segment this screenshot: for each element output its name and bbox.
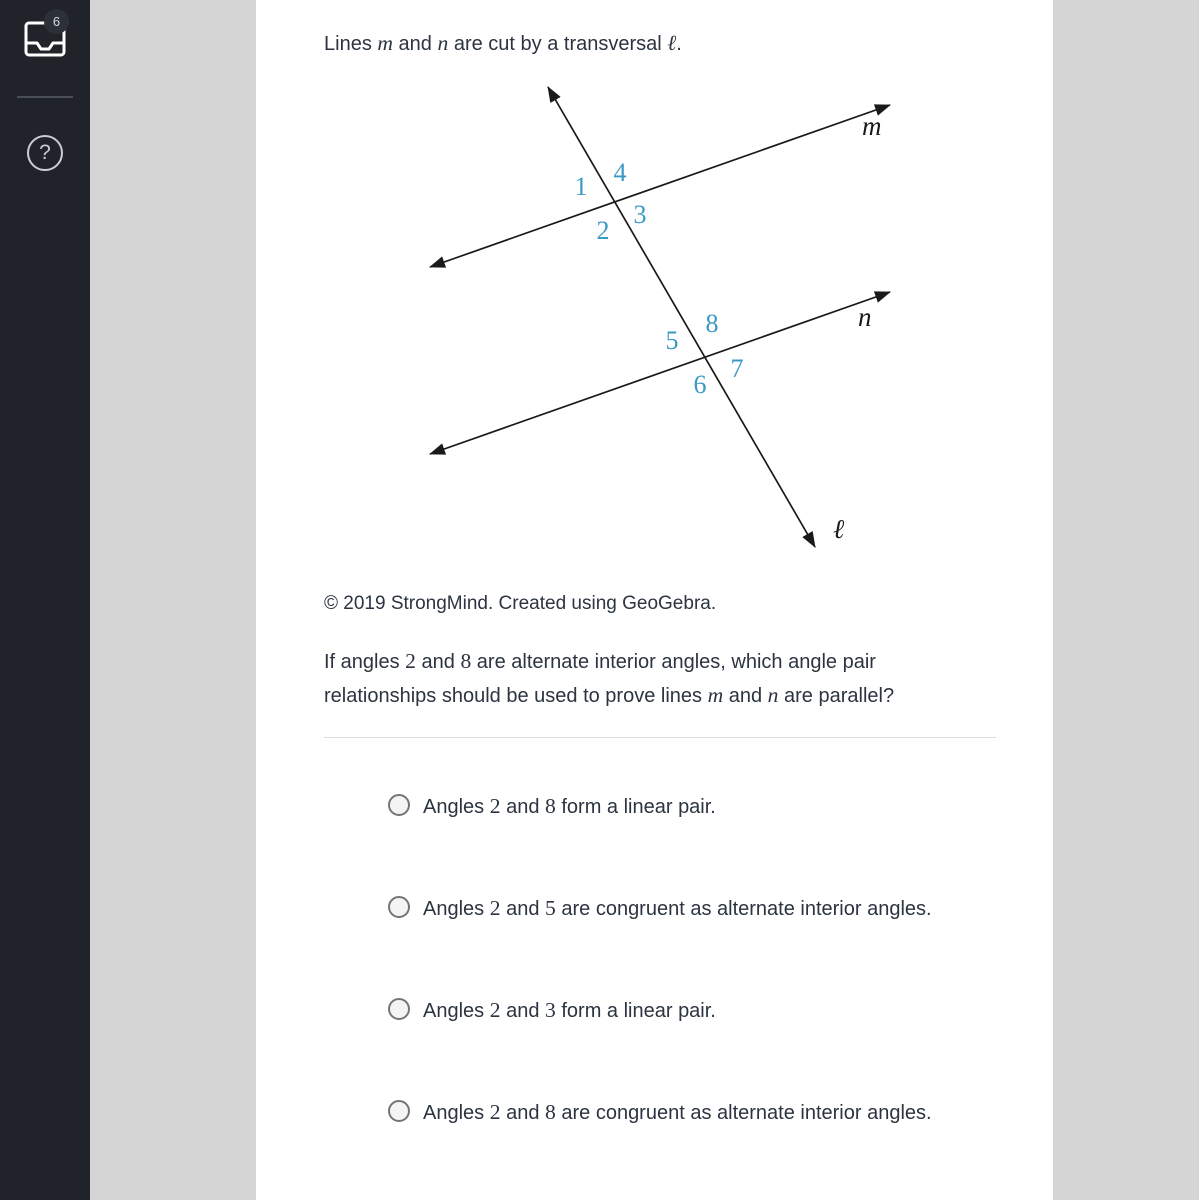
answer-option-2[interactable] (388, 892, 996, 926)
angle-label-6: 6 (693, 370, 707, 399)
line-l-label: ℓ (833, 514, 845, 544)
line-n (430, 292, 890, 454)
question-text: If angles 2 and 8 are alternate interior angles, which angle pair relationships should be used to prove lines m and n are parallel? (324, 649, 895, 707)
line-m (430, 105, 890, 267)
option-label-2: Angles 2 and 5 are congruent as alternate interior angles. (423, 896, 932, 920)
question-card (256, 0, 1053, 1200)
angle-label-3: 3 (633, 200, 647, 229)
line-m-label: m (862, 111, 882, 141)
angle-label-2: 2 (596, 216, 610, 245)
unread-count-badge: 6 (44, 9, 69, 34)
answer-options (388, 790, 996, 1130)
angle-label-4: 4 (613, 158, 627, 187)
angle-label-8: 8 (705, 309, 719, 338)
radio-button-4[interactable] (388, 1100, 410, 1122)
radio-button-1[interactable] (388, 794, 410, 816)
left-sidebar (0, 0, 90, 1200)
question-prompt: Lines m and n are cut by a transversal ℓ. (324, 31, 682, 55)
answer-option-1[interactable] (388, 790, 996, 824)
answer-option-3[interactable] (388, 994, 996, 1028)
answer-option-4[interactable] (388, 1096, 996, 1130)
angle-label-1: 1 (574, 172, 588, 201)
option-label-1: Angles 2 and 8 form a linear pair. (423, 794, 716, 818)
angle-label-5: 5 (665, 326, 679, 355)
help-icon[interactable]: ? (27, 135, 63, 171)
option-label-4: Angles 2 and 8 are congruent as alternate interior angles. (423, 1100, 932, 1124)
question-divider (324, 737, 996, 738)
geometry-diagram (400, 77, 920, 577)
radio-button-3[interactable] (388, 998, 410, 1020)
line-n-label: n (858, 302, 872, 332)
copyright-text: © 2019 StrongMind. Created using GeoGebra. (324, 593, 717, 614)
option-label-3: Angles 2 and 3 form a linear pair. (423, 998, 716, 1022)
radio-button-2[interactable] (388, 896, 410, 918)
transversal-line-l (548, 87, 815, 547)
angle-label-7: 7 (730, 354, 744, 383)
sidebar-divider (17, 96, 73, 98)
inbox-button[interactable] (0, 0, 90, 72)
